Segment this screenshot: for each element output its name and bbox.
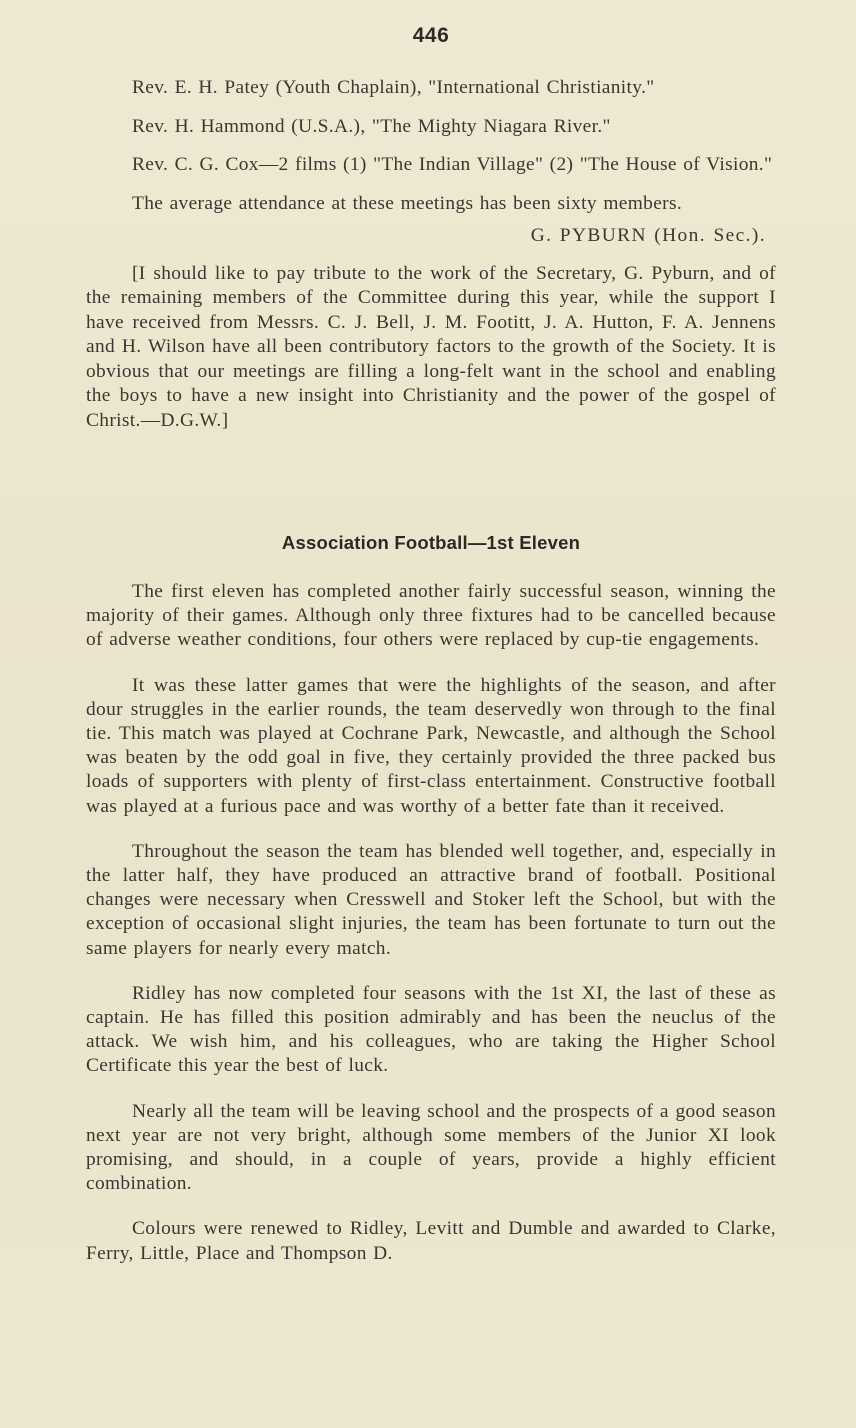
talk-entry: Rev. C. G. Cox—2 films (1) "The Indian Village" (2) "The House of Vision." (132, 154, 773, 175)
secretary-signature: G. PYBURN (Hon. Sec.). (530, 225, 766, 246)
football-paragraph: The first eleven has completed another fairly successful season, winning the majority of their games. Although only three fixtures had to be cancelled because of adverse weather conditions, four others were replaced by cup-tie engagements. (86, 581, 776, 651)
editor-note: [I should like to pay tribute to the work of the Secretary, G. Pyburn, and of the remaining members of the Committee during this year, while the support I have received from Messrs. C. J. Bell, J. M. Footitt, J. A. Hutton, F. A. Jennens and H. Wilson have all been contributory factors to the growth of the Society. It is obvious that our meetings are filling a long-felt want in the school and enabling the boys to have a new insight into Christianity and the power of the gospel of Christ.—D.G.W.] (86, 262, 776, 431)
page (86, 24, 776, 1287)
football-paragraph: Ridley has now completed four seasons with the 1st XI, the last of these as captain. He has filled this position admirably and has been the neuclus of the attack. We wish him, and his colleagues, who are taking the Higher School Certificate this year the best of luck. (86, 982, 776, 1077)
society-report (86, 76, 776, 433)
football-paragraph: Throughout the season the team has blended well together, and, especially in the latter half, they have produced an attractive brand of football. Positional changes were necessary when Cresswell and Stoker left the School, but with the exception of occasional slight injuries, the team has been fortunate to turn out the same players for nearly every match. (86, 840, 776, 959)
football-report (86, 580, 776, 1266)
football-paragraph: Colours were renewed to Ridley, Levitt and Dumble and awarded to Clarke, Ferry, Little, Place and Thompson D. (86, 1218, 776, 1264)
talk-entry: Rev. H. Hammond (U.S.A.), "The Mighty Niagara River." (132, 115, 611, 137)
talk-entry: Rev. E. H. Patey (Youth Chaplain), "International Christianity." (132, 77, 655, 98)
section-heading: Association Football—1st Eleven (281, 532, 581, 553)
football-paragraph: It was these latter games that were the highlights of the season, and after dour struggles in the earlier rounds, the team deservedly won through to the final tie. This match was played at Cochrane Park, Newcastle, and although the School was beaten by the odd goal in five, they certainly provided the three packed bus loads of supporters with plenty of first-class entertainment. Constructive football was played at a furious pace and was worthy of a better fate than it received. (86, 674, 776, 817)
football-paragraph: Nearly all the team will be leaving school and the prospects of a good season next year are not very bright, although some members of the Junior XI look promising, and should, in a couple of years, provide a highly efficient combination. (86, 1100, 776, 1195)
page-number: 446 (412, 24, 450, 47)
attendance-paragraph: The average attendance at these meetings has been sixty members. (132, 192, 683, 214)
